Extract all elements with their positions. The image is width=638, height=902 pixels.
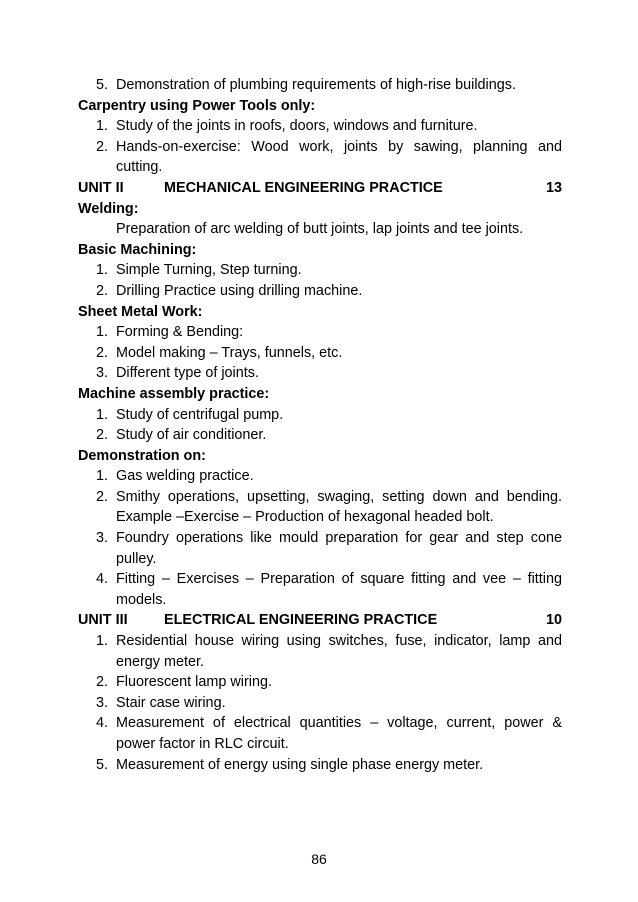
list-item bbox=[78, 528, 562, 569]
unit-code: UNIT III bbox=[78, 612, 128, 629]
item-text: Study of centrifugal pump. bbox=[116, 406, 284, 423]
unit-hours: 10 bbox=[545, 612, 562, 629]
unit-code: UNIT II bbox=[78, 179, 124, 196]
list-item bbox=[78, 631, 562, 672]
page-number: 86 bbox=[311, 851, 327, 867]
section-heading-welding: Welding: bbox=[78, 200, 139, 217]
item-number: 1. bbox=[96, 406, 109, 423]
list-item bbox=[78, 466, 562, 487]
item-number: 2. bbox=[96, 344, 109, 361]
list-item bbox=[78, 116, 562, 137]
item-number: 1. bbox=[96, 633, 109, 650]
section-heading-demonstration: Demonstration on: bbox=[78, 447, 206, 464]
section-heading-machining: Basic Machining: bbox=[78, 241, 197, 258]
list-item bbox=[78, 322, 562, 343]
item-text: Foundry operations like mould preparation for gear and step cone pulley. bbox=[116, 530, 562, 567]
item-text: Measurement of energy using single phase energy meter. bbox=[116, 756, 484, 773]
item-number: 2. bbox=[96, 282, 109, 299]
unit-title: ELECTRICAL ENGINEERING PRACTICE bbox=[164, 612, 438, 629]
list-item bbox=[78, 260, 562, 281]
unit-hours: 13 bbox=[545, 179, 562, 196]
list-item bbox=[78, 425, 562, 446]
item-text: Model making – Trays, funnels, etc. bbox=[116, 344, 343, 361]
unit-title: MECHANICAL ENGINEERING PRACTICE bbox=[164, 179, 443, 196]
item-number: 1. bbox=[96, 118, 109, 135]
item-text: Fluorescent lamp wiring. bbox=[116, 674, 272, 691]
item-number: 3. bbox=[96, 694, 109, 711]
item-number: 2. bbox=[96, 138, 109, 155]
list-item bbox=[78, 137, 562, 178]
item-number: 3. bbox=[96, 365, 109, 382]
item-text: Gas welding practice. bbox=[116, 468, 254, 485]
item-number: 4. bbox=[96, 715, 109, 732]
item-text: Hands-on-exercise: Wood work, joints by sawing, planning and cutting. bbox=[116, 138, 562, 176]
section-heading-carpentry: Carpentry using Power Tools only: bbox=[78, 97, 316, 114]
item-text: Study of air conditioner. bbox=[116, 427, 267, 444]
item-text: Stair case wiring. bbox=[116, 694, 226, 711]
section-heading-sheet-metal: Sheet Metal Work: bbox=[78, 303, 203, 320]
item-number: 1. bbox=[96, 468, 109, 485]
item-text: Demonstration of plumbing requirements of high-rise buildings. bbox=[116, 77, 516, 93]
list-item bbox=[78, 75, 562, 96]
unit-heading-3 bbox=[78, 610, 562, 631]
item-text: Drilling Practice using drilling machine. bbox=[116, 282, 363, 299]
list-item bbox=[78, 713, 562, 754]
item-number: 4. bbox=[96, 571, 109, 588]
item-text: Measurement of electrical quantities – voltage, current, power & power factor in RLC circuit. bbox=[116, 715, 562, 752]
list-item bbox=[78, 405, 562, 426]
item-number: 2. bbox=[96, 674, 109, 691]
item-text: Simple Turning, Step turning. bbox=[116, 262, 302, 279]
list-item bbox=[78, 281, 562, 302]
section-heading-assembly: Machine assembly practice: bbox=[78, 385, 270, 402]
item-number: 1. bbox=[96, 324, 109, 341]
list-item bbox=[78, 487, 562, 528]
item-number: 1. bbox=[96, 262, 109, 279]
list-item bbox=[78, 693, 562, 714]
list-item bbox=[78, 569, 562, 610]
unit-heading-2 bbox=[78, 178, 562, 199]
item-text: Residential house wiring using switches, fuse, indicator, lamp and energy meter. bbox=[116, 633, 562, 670]
item-text: Fitting – Exercises – Preparation of square fitting and vee – fitting models. bbox=[116, 571, 562, 608]
item-number: 2. bbox=[96, 427, 109, 444]
item-number: 2. bbox=[96, 488, 109, 505]
item-text: Different type of joints. bbox=[116, 365, 259, 382]
item-text: Study of the joints in roofs, doors, windows and furniture. bbox=[116, 118, 478, 135]
welding-text: Preparation of arc welding of butt joints, lap joints and tee joints. bbox=[116, 221, 524, 238]
item-number: 5. bbox=[96, 756, 109, 773]
item-text: Forming & Bending: bbox=[116, 324, 244, 341]
list-item bbox=[78, 363, 562, 384]
item-number: 5. bbox=[96, 77, 109, 93]
page-content bbox=[78, 75, 562, 775]
list-item bbox=[78, 755, 562, 776]
item-number: 3. bbox=[96, 530, 109, 547]
list-item bbox=[78, 343, 562, 364]
list-item bbox=[78, 672, 562, 693]
item-text: Smithy operations, upsetting, swaging, setting down and bending. Example –Exercise – Production of hexagonal headed bolt. bbox=[116, 488, 562, 526]
